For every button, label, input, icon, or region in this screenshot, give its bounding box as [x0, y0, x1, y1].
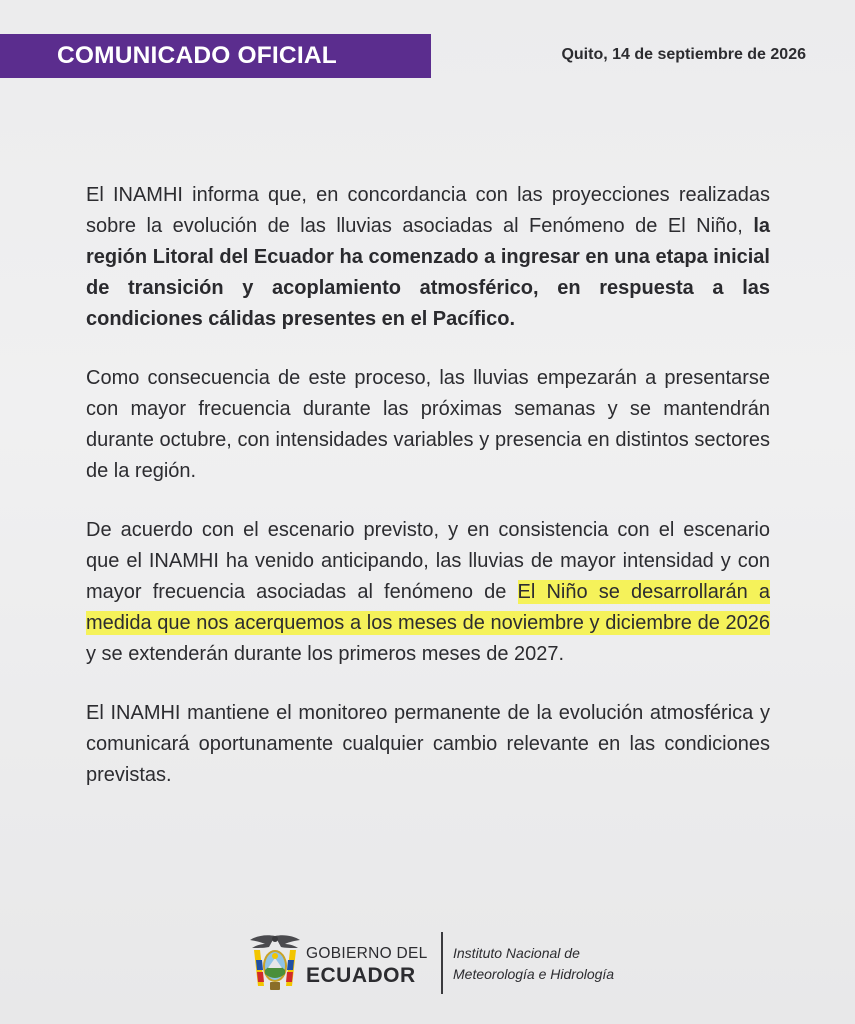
paragraph-1: [86, 180, 770, 335]
government-wordmark: [306, 946, 428, 986]
ecuador-coat-of-arms-icon: [248, 930, 302, 994]
paragraph-2: Como consecuencia de este proceso, las lluvias empezarán a presentarse con mayor frecuencia durante las próximas semanas y se mantendrán durante octubre, con intensidades variables y presencia en distintos sectores de la región.: [86, 367, 770, 482]
document-date: Quito, 14 de septiembre de 2026: [561, 46, 806, 63]
paragraph-3-text-before: De acuerdo con el escenario previsto, y en consistencia con el escenario que el INAMHI ha venido anticipando, las lluvias de mayor intensidad y con mayor frecuencia asociadas al fenómeno de: [86, 519, 770, 603]
paragraph-1-bold: la región Litoral del Ecuador ha comenzado a ingresar en una etapa inicial de transición y acoplamiento atmosférico, en respuesta a las condiciones cálidas presentes en el Pacífico.: [86, 215, 770, 330]
institute-name: [453, 943, 614, 985]
institute-line-2: Meteorología e Hidrología: [453, 966, 615, 982]
communique-body: [86, 180, 770, 791]
paragraph-4: El INAMHI mantiene el monitoreo permanente de la evolución atmosférica y comunicará oportunamente cualquier cambio relevante en las condiciones previstas.: [86, 702, 770, 786]
institute-line-1: Instituto Nacional de: [453, 945, 580, 961]
gov-line-2: ECUADOR: [306, 963, 416, 987]
gov-line-1: GOBIERNO DEL: [306, 945, 428, 962]
header-banner: [0, 34, 431, 78]
paragraph-3-text-after: y se extenderán durante los primeros meses de 2027.: [86, 643, 565, 665]
footer-divider: [441, 932, 443, 994]
paragraph-3: [86, 515, 770, 670]
paragraph-1-text: El INAMHI informa que, en concordancia con las proyecciones realizadas sobre la evolución de las lluvias asociadas al Fenómeno de El Niño,: [86, 184, 770, 237]
page-title: COMUNICADO OFICIAL: [57, 42, 337, 69]
highlighted-text: El Niño se desarrollarán a medida que nos acerquemos a los meses de noviembre y diciembre de 2026: [86, 581, 770, 634]
footer-logos: [248, 930, 638, 1000]
